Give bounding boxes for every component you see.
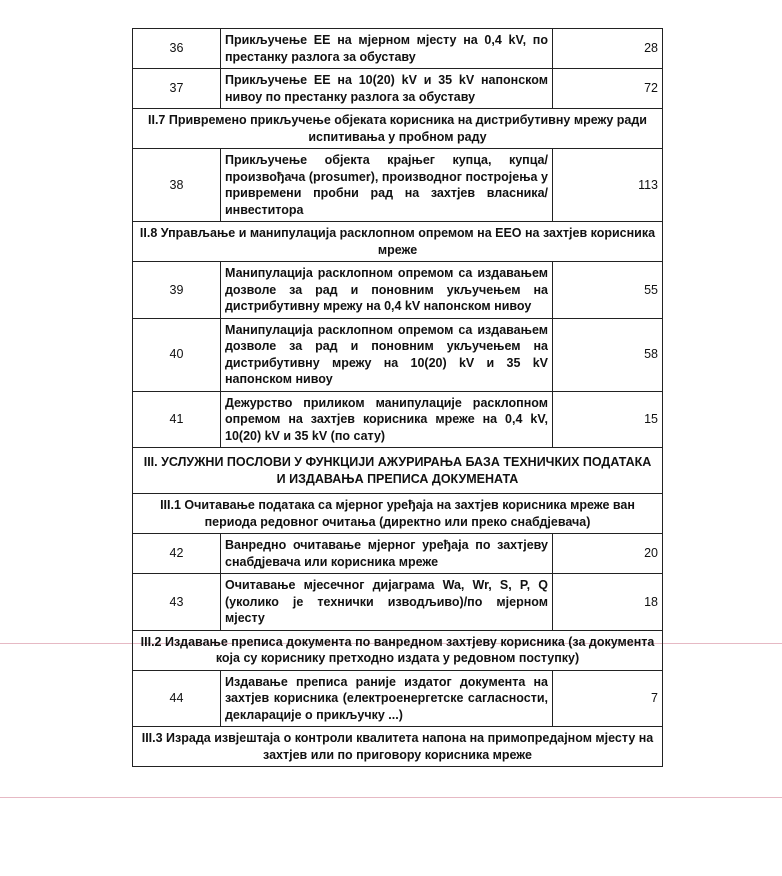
page-guide-line bbox=[0, 797, 782, 798]
service-row bbox=[133, 149, 663, 222]
service-row bbox=[133, 262, 663, 319]
section-title: III. УСЛУЖНИ ПОСЛОВИ У ФУНКЦИЈИ АЖУРИРАЊА БАЗА ТЕХНИЧКИХ ПОДАТАКА И ИЗДАВАЊА ПРЕПИСА ДОКУМЕНАТА bbox=[133, 448, 663, 494]
section-header-row bbox=[133, 222, 663, 262]
service-price: 55 bbox=[553, 262, 663, 319]
service-description: Манипулација расклопном опремом са издавањем дозволе за рад и поновним укључењем на дистрибутивну мрежу на 10(20) kV и 35 kV напонском нивоу bbox=[221, 318, 553, 391]
section-title: III.2 Издавање преписа документа по ванредном захтјеву корисника (за документа која су кориснику претходно издата у редовном поступку) bbox=[133, 630, 663, 670]
service-description: Дежурство приликом манипулације расклопном опремом на захтјев корисника мреже на 0,4 kV, 10(20) kV и 35 kV (по сату) bbox=[221, 391, 553, 448]
section-header-row bbox=[133, 494, 663, 534]
section-title: II.8 Управљање и манипулација расклопном опремом на ЕЕО на захтјев корисника мреже bbox=[133, 222, 663, 262]
service-description: Ванредно очитавање мјерног уређаја по захтјеву снабдјевача или корисника мреже bbox=[221, 534, 553, 574]
service-description: Прикључење ЕЕ на мјерном мјесту на 0,4 kV, по престанку разлога за обуставу bbox=[221, 29, 553, 69]
tariff-table-body bbox=[133, 29, 663, 767]
service-price: 58 bbox=[553, 318, 663, 391]
service-number: 40 bbox=[133, 318, 221, 391]
service-description: Манипулација расклопном опремом са издавањем дозволе за рад и поновним укључењем на дистрибутивну мрежу на 0,4 kV напонском нивоу bbox=[221, 262, 553, 319]
service-row bbox=[133, 534, 663, 574]
service-row bbox=[133, 574, 663, 631]
service-number: 36 bbox=[133, 29, 221, 69]
service-number: 39 bbox=[133, 262, 221, 319]
service-row bbox=[133, 318, 663, 391]
section-title: III.1 Очитавање података са мјерног уређаја на захтјев корисника мреже ван периода редовног очитања (директно или преко снабдјевача) bbox=[133, 494, 663, 534]
section-title: III.3 Израда извјештаја о контроли квалитета напона на примопредајном мјесту на захтјев или по приговору корисника мреже bbox=[133, 727, 663, 767]
service-description: Очитавање мјесечног дијаграма Wa, Wr, S, P, Q (уколико је технички изводљиво)/по мјерном мјесту bbox=[221, 574, 553, 631]
service-row bbox=[133, 29, 663, 69]
service-description: Прикључење ЕЕ на 10(20) kV и 35 kV напонском нивоу по престанку разлога за обуставу bbox=[221, 69, 553, 109]
service-description: Прикључење објекта крајњег купца, купца/произвођача (prosumer), производног постројења у привремени пробни рад на захтјев власника/инвеститора bbox=[221, 149, 553, 222]
service-number: 37 bbox=[133, 69, 221, 109]
service-row bbox=[133, 670, 663, 727]
service-number: 42 bbox=[133, 534, 221, 574]
section-title: II.7 Привремено прикључење објеката корисника на дистрибутивну мрежу ради испитивања у пробном раду bbox=[133, 109, 663, 149]
service-number: 44 bbox=[133, 670, 221, 727]
service-price: 28 bbox=[553, 29, 663, 69]
section-header-row bbox=[133, 448, 663, 494]
service-price: 20 bbox=[553, 534, 663, 574]
service-number: 38 bbox=[133, 149, 221, 222]
service-number: 43 bbox=[133, 574, 221, 631]
section-header-row bbox=[133, 109, 663, 149]
service-row bbox=[133, 69, 663, 109]
section-header-row bbox=[133, 630, 663, 670]
service-row bbox=[133, 391, 663, 448]
service-number: 41 bbox=[133, 391, 221, 448]
service-price: 113 bbox=[553, 149, 663, 222]
service-price: 7 bbox=[553, 670, 663, 727]
service-price: 72 bbox=[553, 69, 663, 109]
service-description: Издавање преписа раније издатог документа на захтјев корисника (електроенергетске сагласности, декларације о прикључку ...) bbox=[221, 670, 553, 727]
service-price: 18 bbox=[553, 574, 663, 631]
section-header-row bbox=[133, 727, 663, 767]
service-price: 15 bbox=[553, 391, 663, 448]
tariff-table bbox=[132, 28, 663, 767]
